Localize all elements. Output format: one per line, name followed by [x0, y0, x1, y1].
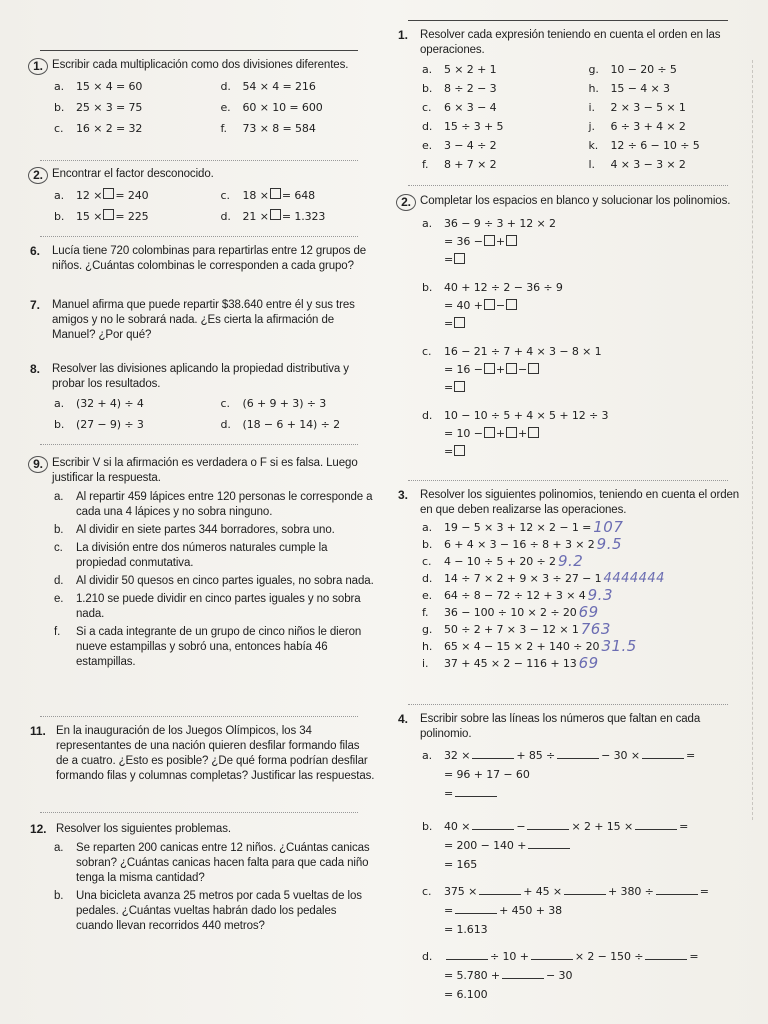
list-item: b. (27 − 9) ÷ 3	[54, 418, 144, 431]
answer-box[interactable]	[528, 363, 539, 374]
exercise-11	[30, 724, 375, 784]
list-item: d. (18 − 6 + 14) ÷ 2	[220, 418, 341, 431]
blank-line[interactable]	[479, 884, 521, 895]
exercise-number: 4.	[398, 712, 408, 726]
blank-line[interactable]	[557, 748, 599, 759]
list-item: b. 15 × = 225	[54, 210, 149, 223]
fill-in-a: a. 32 × + 85 ÷ − 30 × = = 96 + 17 − 60 =	[422, 749, 696, 800]
exercise-2-right	[398, 194, 743, 461]
exercise-number: 9.	[28, 456, 48, 473]
blank-line[interactable]	[527, 819, 569, 830]
answer-box[interactable]	[454, 445, 465, 456]
item-grid	[398, 62, 743, 172]
handwritten-answer: 763	[580, 620, 611, 638]
divider	[408, 185, 728, 186]
handwritten-answer: 9.2	[557, 552, 584, 570]
exercise-title: Resolver los siguientes problemas.	[56, 823, 231, 835]
blank-line[interactable]	[502, 968, 544, 979]
blank-line[interactable]	[472, 748, 514, 759]
divider	[40, 812, 358, 813]
exercise-title: Escribir V si la afirmación es verdadera o F si es falsa. Luego justificar la respuesta.	[52, 457, 358, 484]
divider	[40, 160, 358, 161]
answer-box[interactable]	[484, 299, 495, 310]
exercise-number: 6.	[30, 244, 40, 258]
answer-box[interactable]	[484, 235, 495, 246]
divider	[40, 236, 358, 237]
polynomial-c: c. 16 − 21 ÷ 7 + 4 × 3 − 8 × 1 = 16 − + − =	[422, 345, 602, 394]
list-item: a. 15 × 4 = 60	[54, 80, 143, 93]
item-grid	[30, 79, 375, 136]
list-item: g. 10 − 20 ÷ 5	[588, 63, 677, 76]
answer-box[interactable]	[454, 381, 465, 392]
list-item: c. 18 × = 648	[220, 189, 316, 202]
fill-in-c: c. 375 × + 45 × + 380 ÷ = = + 450 + 38 = 1.613	[422, 885, 709, 936]
list-item: b. 6 + 4 × 3 − 16 ÷ 8 + 3 × 2 9.5	[422, 535, 623, 553]
blank-line[interactable]	[531, 949, 573, 960]
list-item: d. 15 ÷ 3 + 5	[422, 120, 504, 133]
list-item: d. 54 × 4 = 216	[220, 80, 316, 93]
exercise-1-right	[398, 28, 743, 172]
fill-in-b: b. 40 × − × 2 + 15 × = = 200 − 140 + = 165	[422, 820, 689, 871]
fill-in-d: d. ÷ 10 + × 2 − 150 ÷ = = 5.780 + − 30 = 6.100	[422, 950, 699, 1001]
blank-line[interactable]	[645, 949, 687, 960]
list-item: b. Una bicicleta avanza 25 metros por cada 5 vueltas de los pedales. ¿Cuántas vueltas habrán dado los pedales cuando llevan recorridos 440 metros?	[54, 890, 362, 932]
list-item: f. 73 × 8 = 584	[220, 122, 316, 135]
polynomial-d: d. 10 − 10 ÷ 5 + 4 × 5 + 12 ÷ 3 = 10 − + + =	[422, 409, 609, 458]
list-item: d. 21 × = 1.323	[220, 210, 326, 223]
problem-list	[30, 841, 375, 934]
list-item: d. Al dividir 50 quesos en cinco partes iguales, no sobra nada.	[54, 575, 374, 587]
answer-box[interactable]	[484, 363, 495, 374]
item-grid	[30, 396, 375, 432]
exercise-8	[30, 362, 375, 432]
item-grid	[30, 188, 375, 224]
exercise-number: 8.	[30, 362, 40, 376]
answer-box[interactable]	[506, 235, 517, 246]
answer-box[interactable]	[454, 317, 465, 328]
handwritten-answer: 9.3	[587, 586, 613, 604]
list-item: a. 19 − 5 × 3 + 12 × 2 − 1 = 107	[422, 518, 624, 536]
answer-box[interactable]	[103, 188, 114, 199]
answer-box[interactable]	[103, 209, 114, 220]
page-edge-dashes	[752, 60, 753, 820]
blank-line[interactable]	[446, 949, 488, 960]
answer-box[interactable]	[506, 299, 517, 310]
divider	[408, 20, 728, 21]
exercise-title: Completar los espacios en blanco y solucionar los polinomios.	[420, 195, 731, 207]
answer-box[interactable]	[528, 427, 539, 438]
list-item: a. Se reparten 200 canicas entre 12 niños. ¿Cuántas canicas sobran? ¿Cuántas canicas hacen falta para que cada niño tenga la misma cantidad?	[54, 842, 370, 884]
exercise-number: 2.	[396, 194, 416, 211]
answer-box[interactable]	[270, 188, 281, 199]
list-item: e. 1.210 se puede dividir en cinco partes iguales y no sobra nada.	[54, 593, 361, 620]
polynomial-b: b. 40 + 12 ÷ 2 − 36 ÷ 9 = 40 + − =	[422, 281, 563, 330]
exercise-1-left	[30, 58, 375, 136]
handwritten-answer: 4444444	[603, 571, 665, 586]
answer-box[interactable]	[484, 427, 495, 438]
exercise-number: 1.	[398, 28, 408, 42]
list-item: c. 6 × 3 − 4	[422, 101, 497, 114]
blank-line[interactable]	[455, 786, 497, 797]
list-item: b. 25 × 3 = 75	[54, 101, 143, 114]
list-item: a. Al repartir 459 lápices entre 120 personas le corresponde a cada una 4 lápices y no sobra ninguno.	[54, 491, 373, 518]
exercise-12	[30, 822, 375, 937]
exercise-title: Encontrar el factor desconocido.	[52, 168, 214, 180]
list-item: l. 4 × 3 − 3 × 2	[588, 158, 686, 171]
blank-line[interactable]	[642, 748, 684, 759]
exercise-number: 11.	[30, 724, 46, 738]
answer-box[interactable]	[454, 253, 465, 264]
answer-box[interactable]	[506, 427, 517, 438]
handwritten-answer: 31.5	[601, 637, 637, 655]
blank-line[interactable]	[635, 819, 677, 830]
list-item: h. 15 − 4 × 3	[588, 82, 670, 95]
list-item: c. 16 × 2 = 32	[54, 122, 143, 135]
list-item: j. 6 ÷ 3 + 4 × 2	[588, 120, 686, 133]
polynomial-a: a. 36 − 9 ÷ 3 + 12 × 2 = 36 − + =	[422, 217, 556, 266]
exercise-number: 1.	[28, 58, 48, 75]
list-item: i. 2 × 3 − 5 × 1	[588, 101, 686, 114]
list-item: d. 14 ÷ 7 × 2 + 9 × 3 ÷ 27 − 1 4444444	[422, 571, 665, 586]
exercise-title: Lucía tiene 720 colombinas para repartirlas entre 12 grupos de niños. ¿Cuántas colombinas le corresponden a cada grupo?	[52, 245, 367, 272]
list-item: f. 8 + 7 × 2	[422, 158, 497, 171]
list-item: a. 12 × = 240	[54, 189, 149, 202]
blank-line[interactable]	[472, 819, 514, 830]
list-item: c. (6 + 9 + 3) ÷ 3	[220, 397, 327, 410]
handwritten-answer: 9.5	[596, 535, 623, 553]
exercise-title: Escribir cada multiplicación como dos divisiones diferentes.	[52, 59, 349, 71]
exercise-4-right	[398, 712, 743, 1004]
blank-line[interactable]	[528, 838, 570, 849]
list-item: c. La división entre dos números naturales cumple la propiedad conmutativa.	[54, 542, 328, 569]
list-item: a. 5 × 2 + 1	[422, 63, 497, 76]
exercise-9	[30, 456, 375, 673]
list-item: b. 8 ÷ 2 − 3	[422, 82, 497, 95]
divider	[408, 480, 728, 481]
divider	[408, 704, 728, 705]
list-item: b. Al dividir en siete partes 344 borradores, sobra uno.	[54, 524, 335, 536]
blank-line[interactable]	[455, 903, 497, 914]
blank-line[interactable]	[564, 884, 606, 895]
polynomial-list	[398, 520, 743, 671]
list-item: e. 3 − 4 ÷ 2	[422, 139, 497, 152]
list-item: e. 64 ÷ 8 − 72 ÷ 12 + 3 × 4 9.3	[422, 586, 613, 604]
exercise-title: Resolver cada expresión teniendo en cuenta el orden en las operaciones.	[420, 29, 721, 56]
list-item: a. (32 + 4) ÷ 4	[54, 397, 144, 410]
answer-box[interactable]	[270, 209, 281, 220]
exercise-title: En la inauguración de los Juegos Olímpicos, los 34 representantes de una nación quieren desfilar formando filas de a cuatro. ¿Esto es posible? ¿De qué forma podrían desfilar formando filas y columnas completas? Justificar las respuestas.	[56, 725, 375, 782]
exercise-number: 12.	[30, 822, 47, 836]
list-item: g. 50 ÷ 2 + 7 × 3 − 12 × 1 763	[422, 620, 611, 638]
exercise-title: Resolver los siguientes polinomios, teniendo en cuenta el orden en que deben realizarse las operaciones.	[420, 489, 740, 516]
list-item: k. 12 ÷ 6 − 10 ÷ 5	[588, 139, 700, 152]
divider	[40, 716, 358, 717]
exercise-title: Manuel afirma que puede repartir $38.640 entre él y sus tres amigos y no le sobrará nada. ¿Es cierta la afirmación de Manuel? ¿Por qué?	[52, 299, 355, 341]
exercise-2-left	[30, 167, 375, 224]
list-item: e. 60 × 10 = 600	[220, 101, 323, 114]
blank-line[interactable]	[656, 884, 698, 895]
list-item: i. 37 + 45 × 2 − 116 + 13 69	[422, 654, 599, 672]
handwritten-answer: 69	[578, 603, 599, 621]
list-item: f. 36 − 100 ÷ 10 × 2 ÷ 20 69	[422, 603, 599, 621]
answer-box[interactable]	[506, 363, 517, 374]
handwritten-answer: 107	[593, 518, 624, 536]
exercise-title: Resolver las divisiones aplicando la propiedad distributiva y probar los resultados.	[52, 363, 349, 390]
divider	[40, 50, 358, 51]
exercise-6	[30, 244, 375, 274]
statement-list	[30, 490, 375, 670]
exercise-number: 7.	[30, 298, 40, 312]
exercise-7	[30, 298, 375, 343]
handwritten-answer: 69	[578, 654, 599, 672]
list-item: f. Si a cada integrante de un grupo de cinco niños le dieron nueve estampillas y sobró una, entonces había 46 estampillas.	[54, 626, 362, 668]
list-item: c. 4 − 10 ÷ 5 + 20 ÷ 2 9.2	[422, 552, 584, 570]
list-item: h. 65 × 4 − 15 × 2 + 140 ÷ 20 31.5	[422, 637, 637, 655]
exercise-3-right	[398, 488, 743, 673]
exercise-title: Escribir sobre las líneas los números que faltan en cada polinomio.	[420, 713, 701, 740]
exercise-number: 3.	[398, 488, 408, 502]
divider	[40, 444, 358, 445]
exercise-number: 2.	[28, 167, 48, 184]
